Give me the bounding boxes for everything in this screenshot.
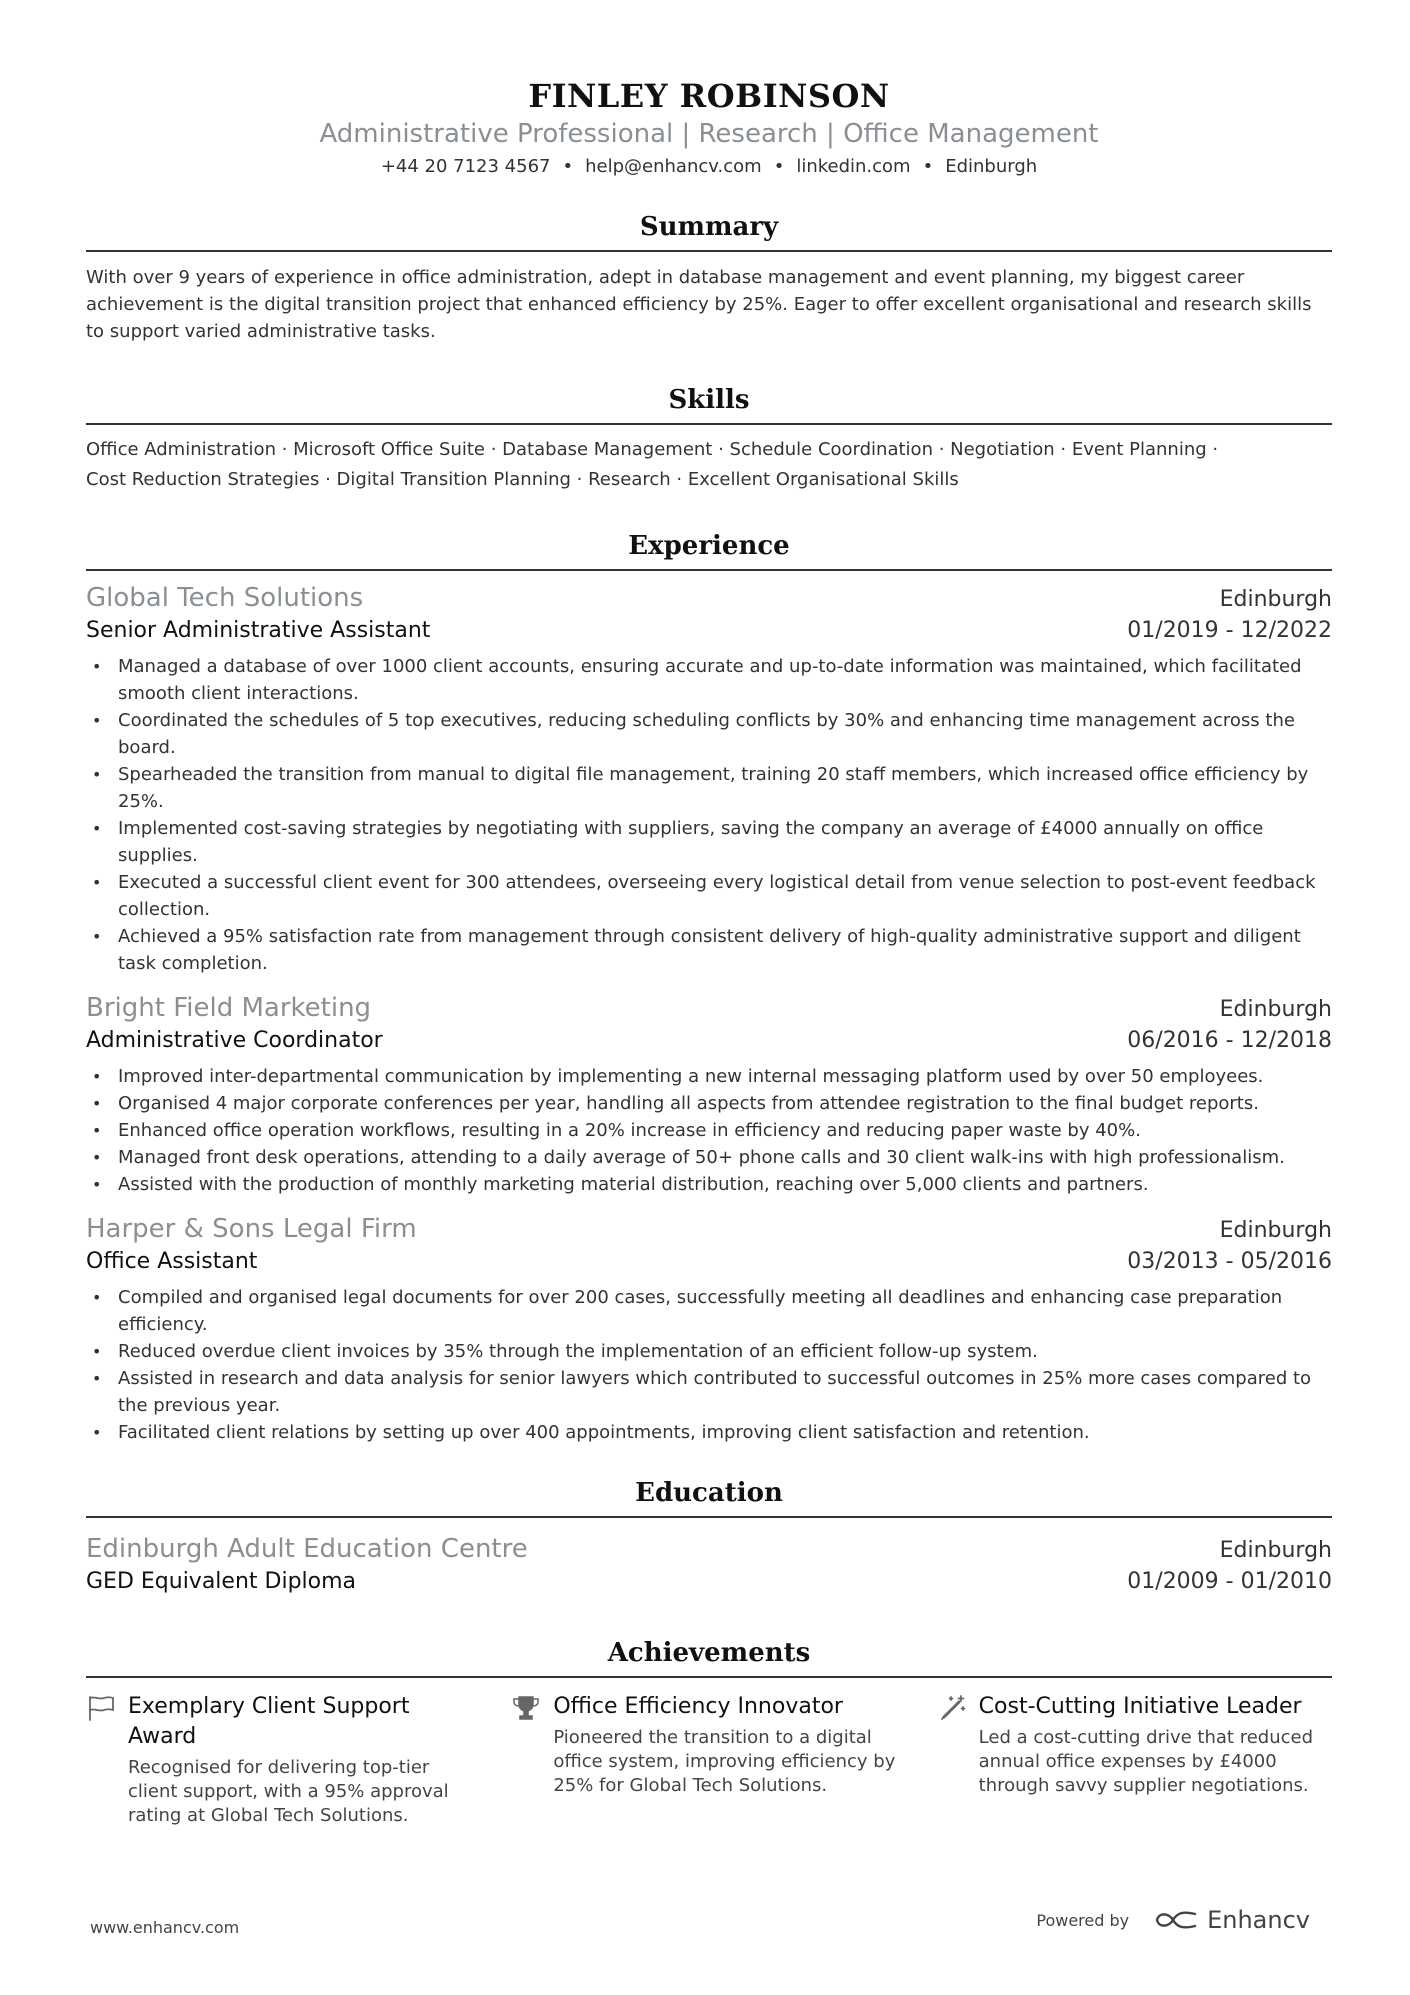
achievement-item [86,1692,481,1828]
section-title-summary: Summary [86,210,1332,252]
achievement-title: Exemplary Client Support Award [128,1694,410,1749]
bullet-item: • Improved inter-departmental communication by implementing a new internal messaging platform used by over 50 employees. [86,1063,1332,1090]
magic-wand-icon [937,1694,969,1724]
enhancv-logo[interactable] [1153,1906,1310,1934]
section-title-achievements: Achievements [86,1636,1332,1678]
job-bullets [86,653,1332,977]
summary-text: With over 9 years of experience in office administration, adept in database management and event planning, my biggest career achievement is the digital transition project that enhanced efficiency by 25%. Eager to offer excellent organisational and research skills to support varied administrative tasks. [86,267,1312,342]
contact-separator: • [922,156,934,177]
bullet-item: • Assisted in research and data analysis for senior lawyers which contributed to successful outcomes in 25% more cases compared to the previous year. [86,1365,1332,1419]
job-dates: 06/2016 - 12/2018 [1127,1028,1332,1053]
bullet-item: • Enhanced office operation workflows, resulting in a 20% increase in efficiency and reducing paper waste by 40%. [86,1117,1332,1144]
job-entry [86,991,1332,1198]
section-title-skills: Skills [86,383,1332,425]
achievements-list [86,1692,1332,1828]
job-entry [86,581,1332,977]
job-dates: 01/2019 - 12/2022 [1127,618,1332,643]
footer-website-link[interactable]: www.enhancv.com [90,1918,240,1937]
bullet-item: • Assisted with the production of monthly marketing material distribution, reaching over 5,000 clients and partners. [86,1171,1332,1198]
education-dates: 01/2009 - 01/2010 [1127,1569,1332,1594]
enhancv-logo-icon [1153,1906,1199,1934]
achievement-title: Cost-Cutting Initiative Leader [978,1694,1302,1719]
job-location: Edinburgh [1219,1218,1332,1243]
contact-line [86,154,1332,180]
section-title-education: Education [86,1476,1332,1518]
job-role: Administrative Coordinator [86,1028,383,1053]
achievement-description: Led a cost-cutting drive that reduced annual office expenses by £4000 through savvy supplier negotiations. [978,1727,1314,1796]
footer-branding [1036,1906,1310,1934]
education-degree: GED Equivalent Diploma [86,1569,357,1594]
bullet-item: • Achieved a 95% satisfaction rate from management through consistent delivery of high-quality administrative support and diligent task completion. [86,923,1332,977]
resume-content [86,0,1332,1828]
bullet-item: • Managed front desk operations, attending to a daily average of 50+ phone calls and 30 client walk-ins with high professionalism. [86,1144,1332,1171]
flag-icon [86,1694,118,1724]
bullet-item: • Organised 4 major corporate conferences per year, handling all aspects from attendee registration to the final budget reports. [86,1090,1332,1117]
job-company: Bright Field Marketing [86,993,372,1023]
achievement-item [937,1692,1332,1828]
job-location: Edinburgh [1219,997,1332,1022]
achievement-title: Office Efficiency Innovator [553,1694,843,1719]
job-company: Global Tech Solutions [86,583,364,613]
achievement-description: Recognised for delivering top-tier client support, with a 95% approval rating at Global Tech Solutions. [128,1757,449,1826]
achievement-description: Pioneered the transition to a digital office system, improving efficiency by 25% for Global Tech Solutions. [553,1727,896,1796]
location: Edinburgh [945,156,1038,177]
achievement-item [511,1692,906,1828]
headline: Administrative Professional | Research | Office Management [319,119,1099,149]
bullet-item: • Compiled and organised legal documents for over 200 cases, successfully meeting all deadlines and enhancing case preparation efficiency. [86,1284,1332,1338]
bullet-item: • Spearheaded the transition from manual to digital file management, training 20 staff members, which increased office efficiency by 25%. [86,761,1332,815]
skills-list [86,435,1332,495]
bullet-item: • Executed a successful client event for 300 attendees, overseeing every logistical detail from venue selection to post-event feedback collection. [86,869,1332,923]
contact-separator: • [562,156,574,177]
job-bullets [86,1063,1332,1198]
bullet-item: • Reduced overdue client invoices by 35% through the implementation of an efficient follow-up system. [86,1338,1332,1365]
job-dates: 03/2013 - 05/2016 [1127,1249,1332,1274]
brand-name: Enhancv [1207,1906,1310,1934]
skills-line-2: Cost Reduction Strategies · Digital Transition Planning · Research · Excellent Organisational Skills [86,469,959,490]
bullet-item: • Implemented cost-saving strategies by negotiating with suppliers, saving the company an average of £4000 annually on office supplies. [86,815,1332,869]
job-role: Office Assistant [86,1249,258,1274]
bullet-item: • Coordinated the schedules of 5 top executives, reducing scheduling conflicts by 30% and enhancing time management across the board. [86,707,1332,761]
job-company: Harper & Sons Legal Firm [86,1214,417,1244]
job-role: Senior Administrative Assistant [86,618,431,643]
job-bullets [86,1284,1332,1446]
trophy-icon [511,1694,543,1724]
education-location: Edinburgh [1219,1538,1332,1563]
bullet-item: • Managed a database of over 1000 client accounts, ensuring accurate and up-to-date information was maintained, which facilitated smooth client interactions. [86,653,1332,707]
education-entry [86,1532,1332,1598]
section-title-experience: Experience [86,529,1332,571]
powered-by-label: Powered by [1036,1910,1130,1930]
linkedin-link[interactable]: linkedin.com [796,156,911,177]
job-location: Edinburgh [1219,587,1332,612]
email-link[interactable]: help@enhancv.com [585,156,762,177]
job-entry [86,1212,1332,1446]
experience-list [86,581,1332,1446]
bullet-item: • Facilitated client relations by setting up over 400 appointments, improving client satisfaction and retention. [86,1419,1332,1446]
contact-separator: • [773,156,785,177]
phone: +44 20 7123 4567 [380,156,551,177]
education-school: Edinburgh Adult Education Centre [86,1534,528,1564]
skills-line-1: Office Administration · Microsoft Office Suite · Database Management · Schedule Coordination · Negotiation · Event Planning · [86,439,1219,460]
candidate-name: FINLEY ROBINSON [528,77,890,115]
